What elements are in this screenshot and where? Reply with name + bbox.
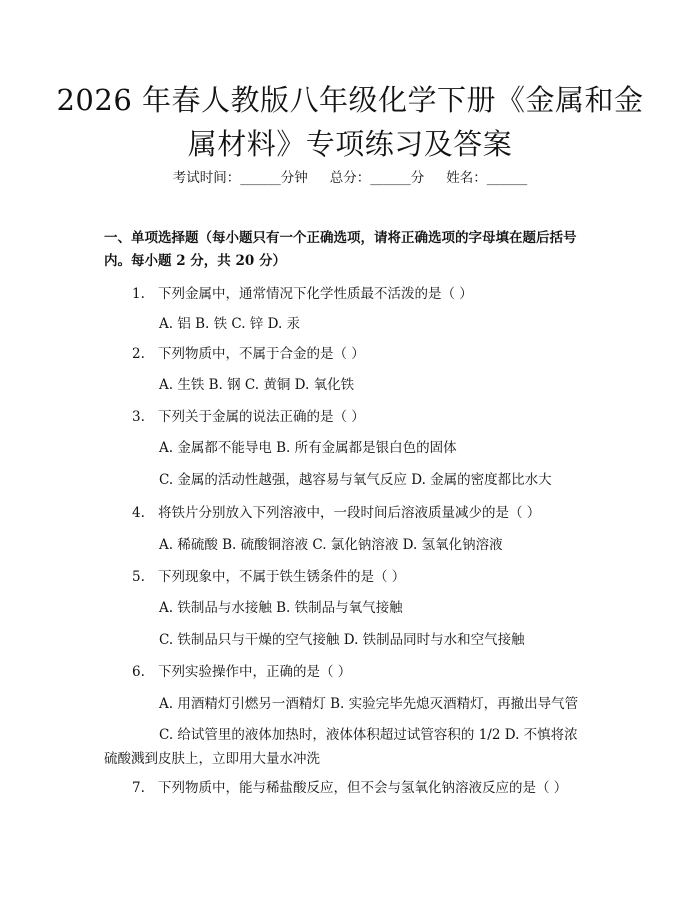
question-number: 2. <box>132 346 145 362</box>
question-6-options-line-1: A. 用酒精灯引燃另一酒精灯 B. 实验完毕先熄灭酒精灯，再撤出导气管 <box>159 696 579 712</box>
question-3-options-line-1: A. 金属都不能导电 B. 所有金属都是银白色的固体 <box>159 440 457 456</box>
question-number: 1. <box>132 286 145 302</box>
question-6-options-line-2: C. 给试管里的液体加热时，液体体积超过试管容积的 1/2 D. 不慎将浓 <box>159 727 578 743</box>
question-text: 下列关于金属的说法正确的是（ ） <box>158 409 365 425</box>
exam-name-field: 姓名：______ <box>446 170 528 186</box>
question-2 <box>132 344 602 364</box>
document-title-line-2: 属材料》专项练习及答案 <box>187 127 513 161</box>
question-number: 7. <box>132 780 145 796</box>
question-5 <box>132 567 602 587</box>
question-number: 5. <box>132 569 145 585</box>
question-text: 下列现象中，不属于铁生锈条件的是（ ） <box>158 569 406 585</box>
question-4 <box>132 503 602 523</box>
section-heading <box>104 227 624 273</box>
exam-score-field: 总分：______分 <box>329 170 425 186</box>
section-heading-line-2: 内。每小题 2 分，共 20 分） <box>104 253 286 269</box>
question-4-options: A. 稀硫酸 B. 硫酸铜溶液 C. 氯化钠溶液 D. 氢氧化钠溶液 <box>159 537 503 553</box>
question-7 <box>132 778 602 798</box>
question-text: 下列物质中，能与稀盐酸反应，但不会与氢氧化钠溶液反应的是（ ） <box>158 780 568 796</box>
question-text: 下列物质中，不属于合金的是（ ） <box>158 346 365 362</box>
question-number: 3. <box>132 409 145 425</box>
question-2-options: A. 生铁 B. 钢 C. 黄铜 D. 氧化铁 <box>159 377 355 393</box>
question-6-options-wrapped <box>104 723 604 771</box>
question-number: 6. <box>132 664 145 680</box>
question-3-options-line-2: C. 金属的活动性越强，越容易与氧气反应 D. 金属的密度都比水大 <box>159 472 552 488</box>
question-text: 将铁片分别放入下列溶液中，一段时间后溶液质量减少的是（ ） <box>158 505 541 521</box>
question-5-options-line-1: A. 铁制品与水接触 B. 铁制品与氧气接触 <box>159 600 403 616</box>
question-number: 4. <box>132 505 145 521</box>
document-title-line-1: 2026 年春人教版八年级化学下册《金属和金 <box>56 83 644 117</box>
exam-meta-line <box>0 168 700 188</box>
question-5-options-line-2: C. 铁制品只与干燥的空气接触 D. 铁制品同时与水和空气接触 <box>159 632 525 648</box>
section-heading-line-1: 一、单项选择题（每小题只有一个正确选项，请将正确选项的字母填在题后括号 <box>104 230 577 246</box>
exam-time-field: 考试时间：______分钟 <box>172 170 308 186</box>
question-text: 下列实验操作中，正确的是（ ） <box>158 664 352 680</box>
question-text: 下列金属中，通常情况下化学性质最不活泼的是（ ） <box>158 286 473 302</box>
question-3 <box>132 407 602 427</box>
question-1 <box>132 284 602 304</box>
question-6-options-line-3: 硫酸溅到皮肤上，立即用大量水冲洗 <box>104 751 320 767</box>
question-6 <box>132 662 602 682</box>
question-1-options: A. 铝 B. 铁 C. 锌 D. 汞 <box>159 316 301 332</box>
